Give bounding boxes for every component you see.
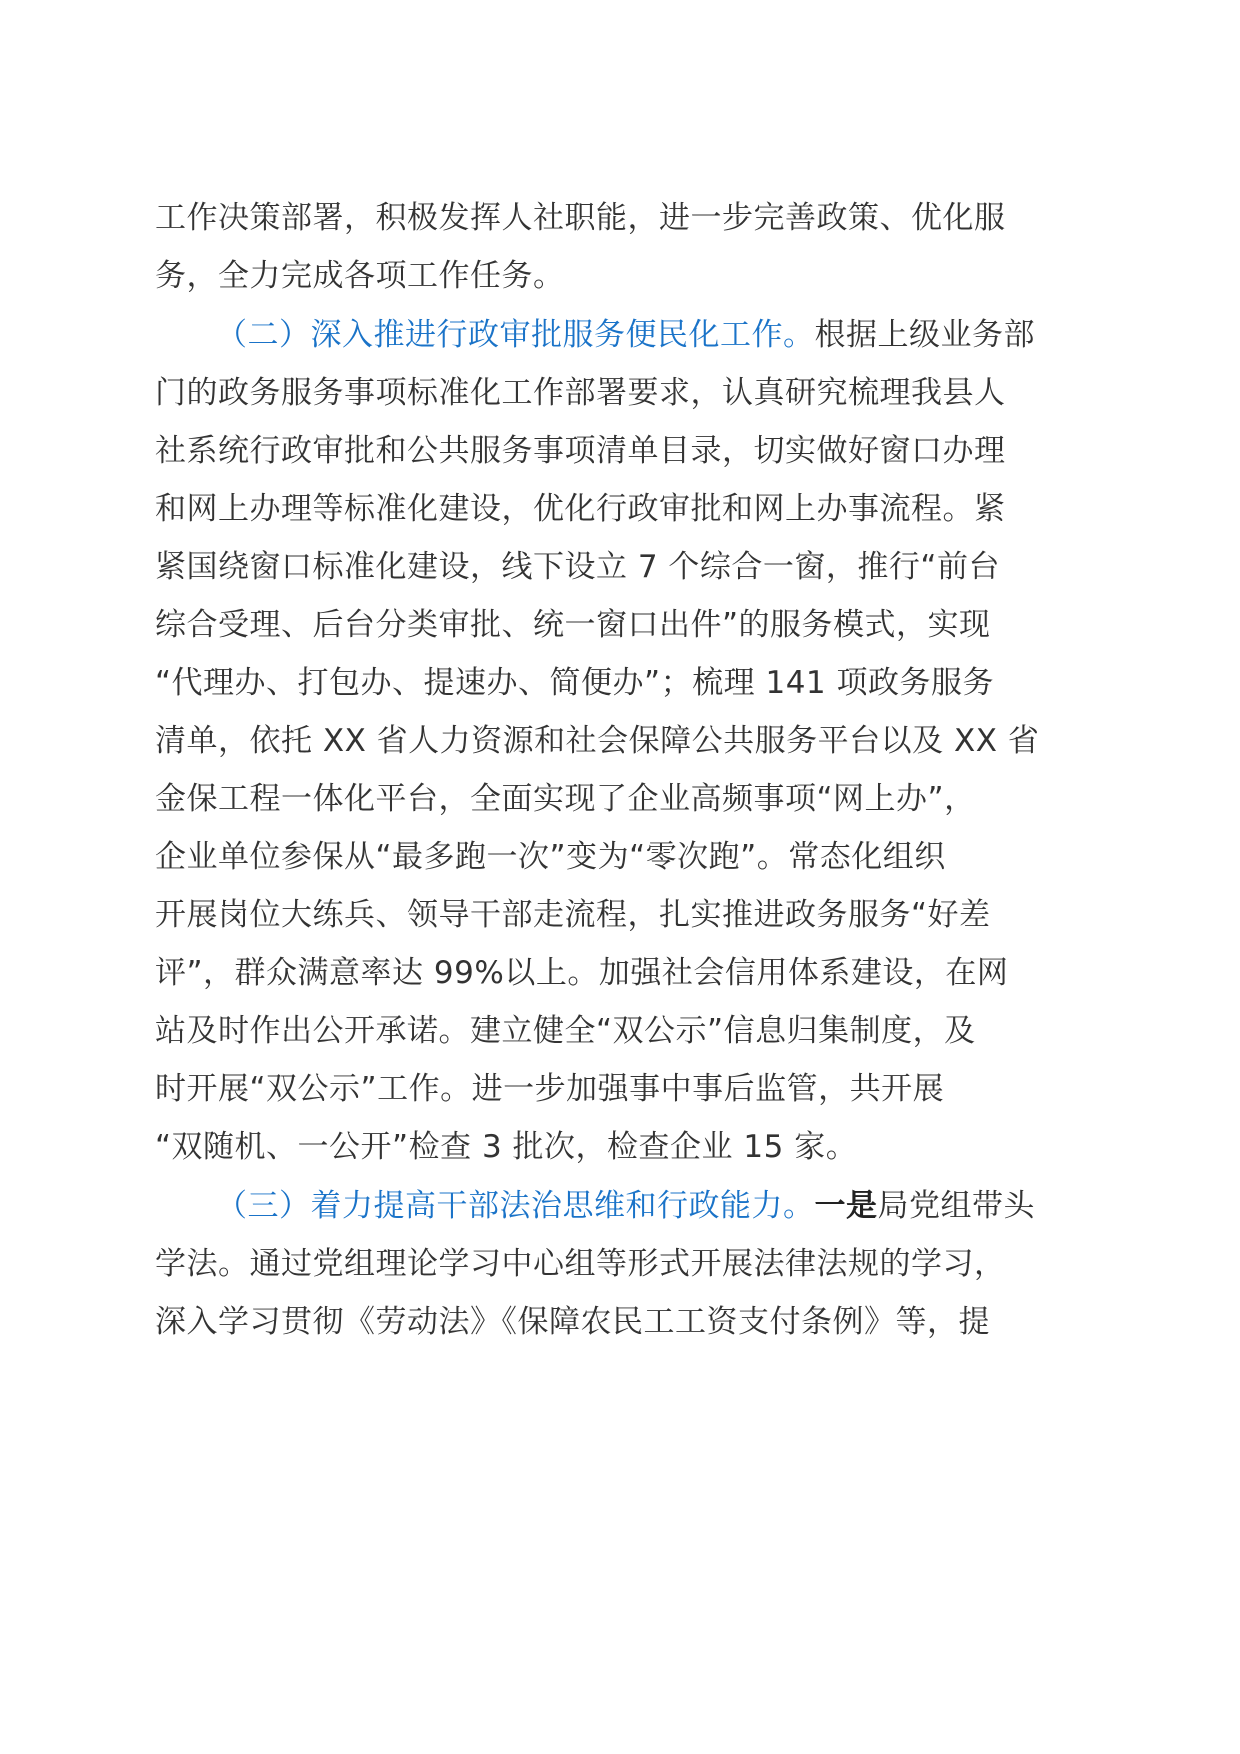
section-3-text: 局党组带头 — [877, 1188, 1035, 1224]
paragraph-line: 站及时作出公开承诺。建立健全“双公示”信息归集制度，及 — [155, 1013, 976, 1049]
paragraph-line: 清单，依托 XX 省人力资源和社会保障公共服务平台以及 XX 省 — [155, 723, 1040, 759]
paragraph-line: 学法。通过党组理论学习中心组等形式开展法律法规的学习， — [155, 1246, 1006, 1282]
section-2-heading: （二）深入推进行政审批服务便民化工作。 — [216, 317, 815, 353]
section-2-first-line — [216, 315, 1035, 355]
paragraph-line: 紧国绕窗口标准化建设，线下设立 7 个综合一窗，推行“前台 — [155, 549, 1000, 585]
paragraph-line: 工作决策部署，积极发挥人社职能，进一步完善政策、优化服 — [155, 200, 1006, 236]
paragraph-line: 综合受理、后台分类审批、统一窗口出件”的服务模式，实现 — [155, 607, 991, 643]
section-3-lead: 一是 — [814, 1188, 878, 1224]
paragraph-line: 开展岗位大练兵、领导干部走流程，扎实推进政务服务“好差 — [155, 897, 991, 933]
paragraph-line: 时开展“双公示”工作。进一步加强事中事后监管，共开展 — [155, 1071, 945, 1107]
paragraph-line: “代理办、打包办、提速办、简便办”；梳理 141 项政务服务 — [155, 665, 994, 701]
paragraph-line: 门的政务服务事项标准化工作部署要求，认真研究梳理我县人 — [155, 375, 1006, 411]
paragraph-line: 和网上办理等标准化建设，优化行政审批和网上办事流程。紧 — [155, 491, 1006, 527]
section-3-heading: （三）着力提高干部法治思维和行政能力。 — [216, 1188, 815, 1224]
paragraph-line: 评”，群众满意率达 99%以上。加强社会信用体系建设，在网 — [155, 955, 1009, 991]
section-2-text: 根据上级业务部 — [814, 317, 1035, 353]
paragraph-line: 务，全力完成各项工作任务。 — [155, 258, 565, 294]
paragraph-line: 社系统行政审批和公共服务事项清单目录，切实做好窗口办理 — [155, 433, 1006, 469]
paragraph-line: 深入学习贯彻《劳动法》《保障农民工工资支付条例》等，提 — [155, 1304, 990, 1340]
paragraph-line: 企业单位参保从“最多跑一次”变为“零次跑”。常态化组织 — [155, 839, 946, 875]
section-3-first-line — [216, 1186, 1035, 1226]
paragraph-line: “双随机、一公开”检查 3 批次，检查企业 15 家。 — [155, 1129, 858, 1165]
paragraph-line: 金保工程一体化平台，全面实现了企业高频事项“网上办”， — [155, 781, 976, 817]
